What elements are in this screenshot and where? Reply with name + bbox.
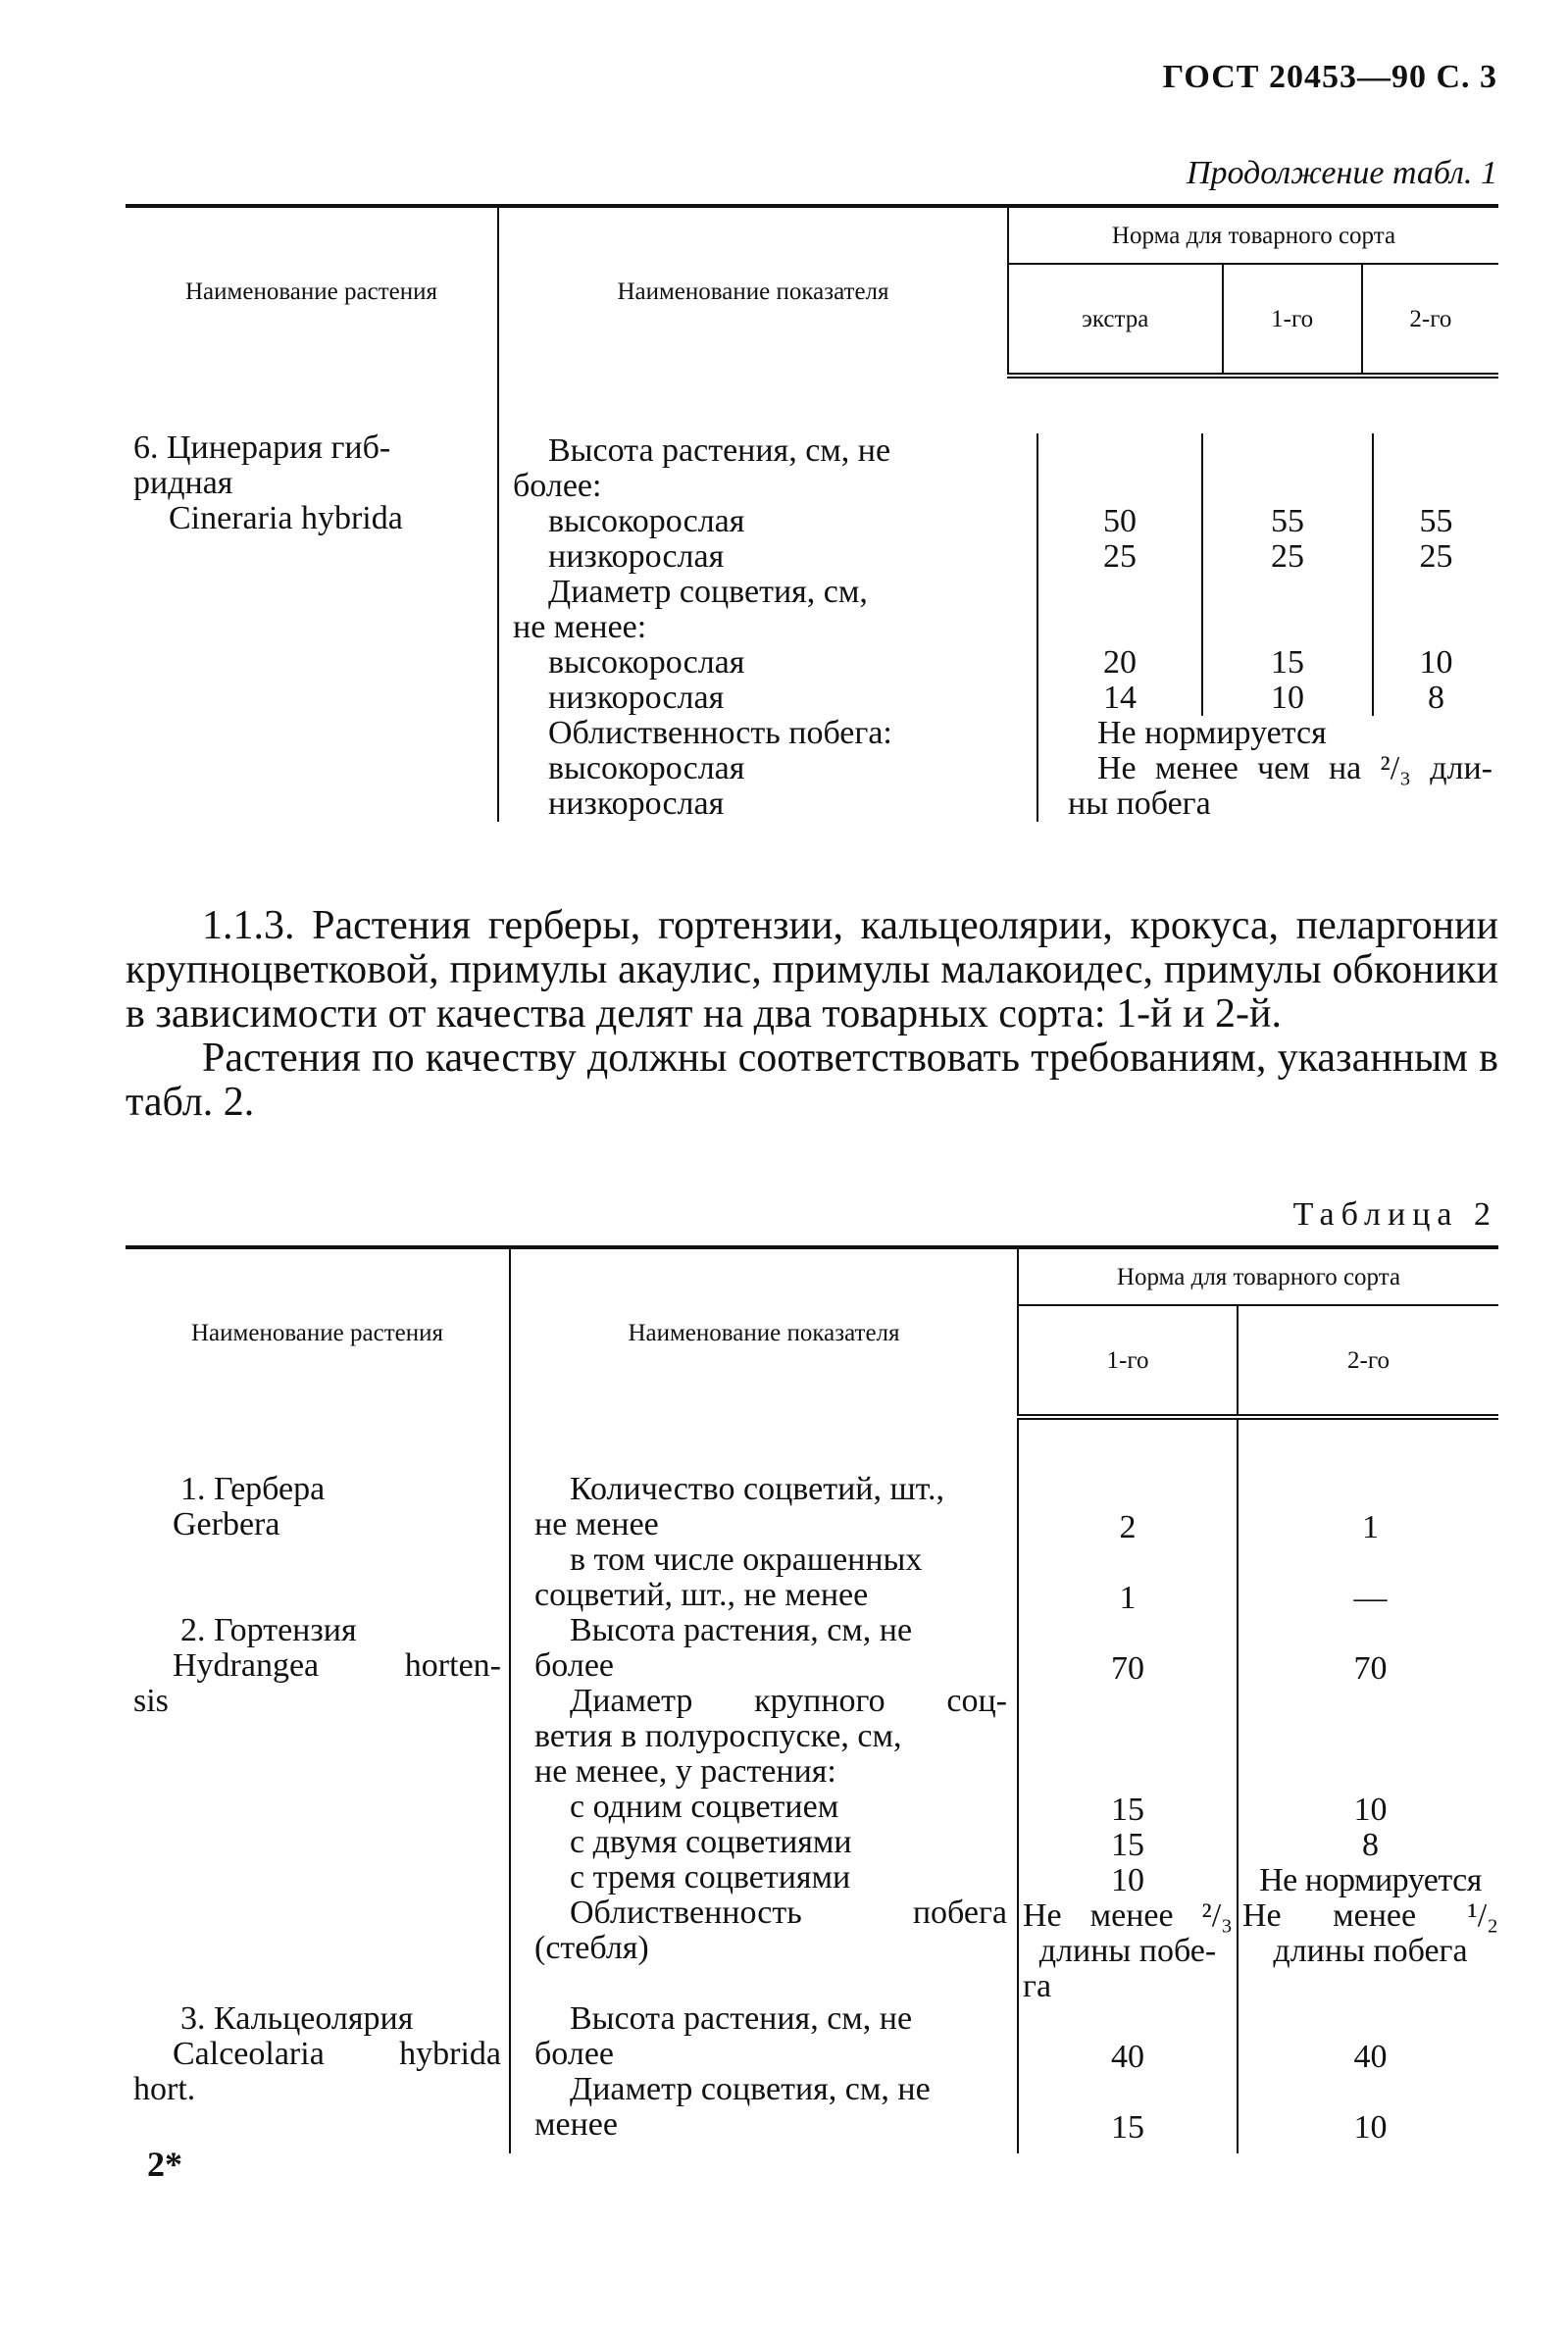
- grade-2-cell: [1238, 1417, 1498, 2153]
- indicator-line: Облиственность побега:: [548, 716, 892, 751]
- column-header-plant: Наименование растения: [126, 1247, 510, 1417]
- value-cell: [1242, 1687, 1498, 1722]
- column-header-norm-group: Норма для товарного сорта: [1018, 1247, 1498, 1305]
- indicator-line: Высота растения, см, не: [548, 433, 891, 469]
- grade-2-values: [1372, 433, 1498, 716]
- foliage-note: Не менее чем на ²/₃ дли-: [1097, 751, 1492, 786]
- value-cell: [1038, 469, 1201, 504]
- indicator-line: [534, 1966, 1007, 2001]
- indicator-list: [499, 433, 1037, 822]
- value-cell: [1038, 433, 1201, 469]
- indicator-line: Высота растения, см, не: [570, 1613, 913, 1648]
- plant-latin-name: sis: [133, 1684, 169, 1719]
- value-cell: 25: [1419, 539, 1453, 575]
- indicator-line: низкорослая: [548, 786, 725, 822]
- section-text: [126, 904, 1498, 1125]
- value-cell: 40: [1353, 2040, 1388, 2075]
- table-2-caption: Таблица 2: [1292, 1196, 1497, 1233]
- indicator-line: Количество соцветий, шт.,: [570, 1472, 944, 1507]
- table-1-caption: Продолжение табл. 1: [1186, 155, 1497, 191]
- value-cell: 20: [1103, 645, 1137, 681]
- value-cell: 1: [1119, 1581, 1137, 1616]
- column-header-plant: Наименование растения: [126, 206, 498, 376]
- value-cell: [1023, 2004, 1233, 2040]
- column-header-norm-group: Норма для товарного сорта: [1008, 206, 1498, 264]
- column-header-grade-1: 1-го: [1018, 1305, 1238, 1417]
- value-cell: [1038, 610, 1201, 645]
- paragraph: Растения по качеству должны соответствовать требованиям, указанным в табл. 2.: [126, 1036, 1498, 1125]
- value-cell: 15: [1111, 1793, 1144, 1828]
- indicator-line: ветия в полуроспуске, см,: [534, 1719, 902, 1754]
- value-cell: 10: [1271, 681, 1304, 716]
- plant-latin-name: Gerbera: [173, 1507, 280, 1542]
- value-cell: [1374, 575, 1498, 610]
- value-cell: 10: [1419, 645, 1453, 681]
- running-header: ГОСТ 20453—90 С. 3: [1162, 59, 1497, 95]
- indicator-values-block: [498, 376, 1498, 822]
- indicator-line: соцветий, шт., не менее: [534, 1578, 869, 1613]
- column-header-indicator: Наименование показателя: [510, 1247, 1018, 1417]
- page-footer-mark: 2*: [147, 2145, 182, 2184]
- value-cell: 14: [1103, 681, 1137, 716]
- value-cell: 15: [1111, 1828, 1144, 1863]
- indicator-line: не менее, у растения:: [534, 1754, 836, 1790]
- indicator-line: менее: [534, 2107, 618, 2143]
- value-cell: 25: [1103, 539, 1137, 575]
- foliage-note: Не нормируется: [1097, 716, 1327, 751]
- grade-1-cell: [1018, 1417, 1238, 2153]
- value-cell: [1203, 433, 1372, 469]
- plant-latin-name: Hydrangea hortеn-: [173, 1648, 501, 1684]
- indicator-line: в том числе окрашенных: [570, 1542, 923, 1578]
- value-cell: длины побега: [1273, 1934, 1468, 1969]
- value-cell: 1: [1362, 1510, 1379, 1545]
- value-cell: 8: [1362, 1828, 1379, 1863]
- value-cell: 40: [1111, 2040, 1144, 2075]
- indicator-line: высокорослая: [548, 751, 745, 786]
- indicator-line: высокорослая: [548, 645, 745, 681]
- value-cell: [1242, 1616, 1498, 1651]
- indicator-line: с двумя соцветиями: [570, 1825, 852, 1860]
- indicator-line: низкорослая: [548, 539, 725, 575]
- plant-cell: [126, 376, 498, 822]
- plant-name: 3. Кальцеолярия: [180, 2001, 414, 2037]
- value-cell: [1023, 1475, 1233, 1510]
- value-cell: длины побе-: [1038, 1934, 1217, 1969]
- indicator-line: Диаметр соцветия, см,: [548, 575, 868, 610]
- value-cell: 50: [1103, 504, 1137, 539]
- indicator-line: Облиственность побега: [570, 1895, 1007, 1931]
- value-cell: 10: [1353, 1793, 1388, 1828]
- table-1: [126, 204, 1498, 822]
- grade-1-values: [1201, 433, 1372, 716]
- value-cell: [1242, 1757, 1498, 1793]
- column-header-indicator: Наименование показателя: [498, 206, 1008, 376]
- table-row: [126, 1417, 1498, 2153]
- plant-latin-name: Calceolaria hybrida: [173, 2037, 501, 2072]
- value-cell: [1023, 1545, 1233, 1581]
- value-cell: га: [1023, 1969, 1052, 2004]
- column-header-grade-1: 1-го: [1223, 264, 1362, 376]
- foliage-note: ны побега: [1068, 786, 1211, 822]
- value-cell: Не менее ¹/₂: [1242, 1898, 1498, 1934]
- value-cell: —: [1353, 1581, 1388, 1616]
- value-cell: [1374, 610, 1498, 645]
- value-cell: 8: [1428, 681, 1444, 716]
- value-cell: 55: [1419, 504, 1453, 539]
- foliage-notes: [1038, 716, 1498, 786]
- indicator-line: более: [534, 2037, 614, 2072]
- value-cell: 2: [1119, 1510, 1137, 1545]
- value-cell: [1242, 2075, 1498, 2110]
- indicator-line: Высота растения, см, не: [570, 2001, 913, 2037]
- norm-values: [1037, 433, 1498, 822]
- value-cell: [1023, 1722, 1233, 1757]
- value-cell: [1242, 1722, 1498, 1757]
- indicator-line: низкорослая: [548, 681, 725, 716]
- value-cell: [1242, 2004, 1498, 2040]
- value-cell: 25: [1271, 539, 1304, 575]
- indicator-line: более: [534, 1648, 614, 1684]
- value-cell: [1023, 1687, 1233, 1722]
- value-cell: [1023, 2075, 1233, 2110]
- value-cell: [1242, 1545, 1498, 1581]
- indicator-line: (стебля): [534, 1931, 649, 1966]
- value-cell: 15: [1271, 645, 1304, 681]
- indicator-line: Диаметр крупного соц-: [570, 1684, 1007, 1719]
- indicator-line: не менее:: [513, 610, 647, 645]
- value-cell: 15: [1111, 2110, 1144, 2146]
- value-cell: [1023, 1757, 1233, 1793]
- indicator-line: высокорослая: [548, 504, 745, 539]
- indicator-line: не менее: [534, 1507, 659, 1542]
- value-cell: Не нормируется: [1259, 1863, 1482, 1898]
- column-header-grade-2: 2-го: [1238, 1305, 1498, 1417]
- paragraph: 1.1.3. Растения герберы, гортензии, кальцеолярии, крокуса, пеларгонии крупноцветковой, примулы акаулис, примулы малакоидес, примулы обконики в зависимости от качества делят на два товарных сорта: 1-й и 2-й.: [126, 903, 1498, 1036]
- plant-name: 1. Гербера: [180, 1472, 326, 1507]
- indicator-cell: [510, 1417, 1018, 2153]
- value-cell: 70: [1111, 1651, 1144, 1687]
- value-cell: [1038, 575, 1201, 610]
- column-header-grade-2: 2-го: [1362, 264, 1498, 376]
- value-cell: 10: [1111, 1863, 1144, 1898]
- value-cell: [1023, 1616, 1233, 1651]
- indicator-line: более:: [513, 469, 602, 504]
- indicator-line: с тремя соцветиями: [570, 1860, 851, 1895]
- value-cell: [1242, 1475, 1498, 1510]
- plant-latin-name: hort.: [133, 2072, 196, 2107]
- indicator-line: с одним соцветием: [570, 1790, 839, 1825]
- plant-name: 2. Гортензия: [180, 1613, 357, 1648]
- indicator-line: Диаметр соцветия, см, не: [570, 2072, 931, 2107]
- value-cell: 70: [1353, 1651, 1388, 1687]
- plant-name: ридная: [133, 466, 233, 501]
- table-row: [126, 376, 1498, 822]
- value-cell: [1374, 469, 1498, 504]
- grade-extra-values: [1038, 433, 1201, 716]
- value-cell: [1203, 469, 1372, 504]
- value-cell: [1242, 1969, 1498, 2004]
- column-header-grade-extra: экстра: [1008, 264, 1223, 376]
- value-cell: Не менее ²/₃: [1023, 1898, 1233, 1934]
- value-cell: 55: [1271, 504, 1304, 539]
- plant-latin-name: Cineraria hybrida: [169, 501, 403, 536]
- value-cell: [1374, 433, 1498, 469]
- value-cell: [1203, 575, 1372, 610]
- plant-cell: [126, 1417, 510, 2153]
- value-cell: 10: [1353, 2110, 1388, 2146]
- value-cell: [1203, 610, 1372, 645]
- table-2: [126, 1245, 1498, 2153]
- plant-name: 6. Цинерария гиб-: [133, 430, 391, 466]
